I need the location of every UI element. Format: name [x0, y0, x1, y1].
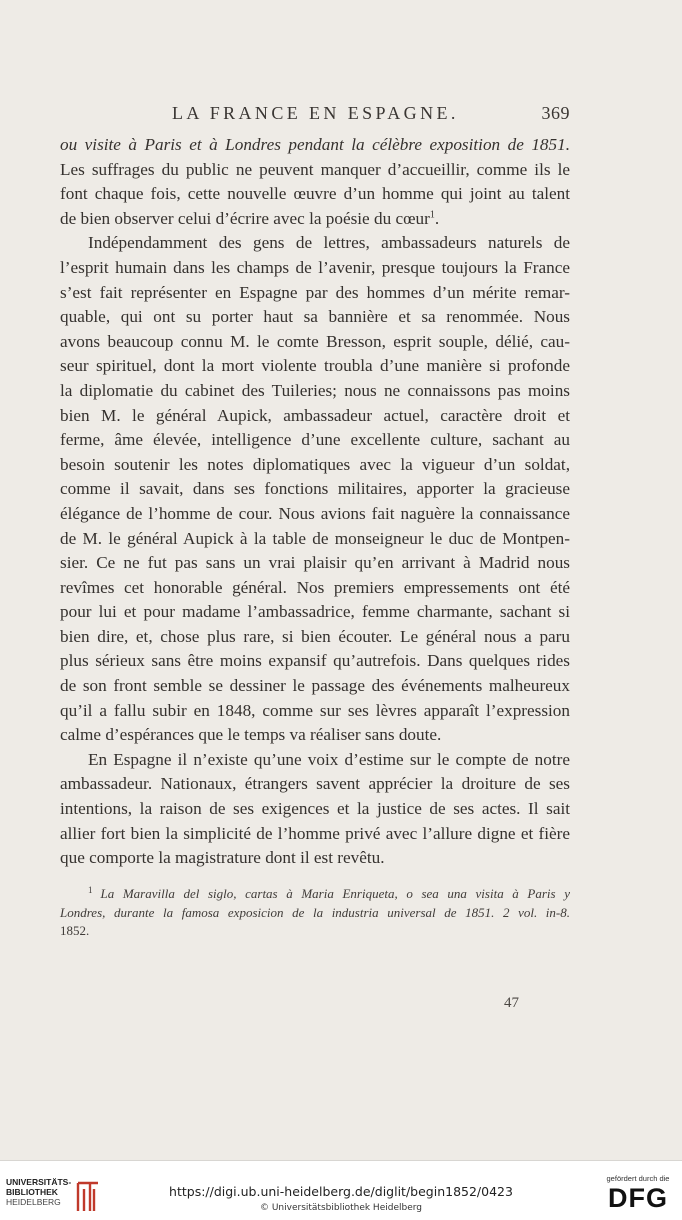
running-title: LA FRANCE EN ESPAGNE.: [172, 103, 459, 123]
footnote-line-content: La Maravilla del siglo, cartas à Maria Enriqueta, o sea una visita à Paris y: [100, 886, 570, 901]
text-line-content: de bien observer celui d’écrire avec la poésie du cœur: [60, 208, 430, 228]
text-line-content: la diplomatie du cabinet des Tuileries; nous ne connaissons pas moins: [60, 380, 570, 400]
library-name-line-2: BIBLIOTHEK: [6, 1187, 58, 1197]
text-line: [60, 379, 570, 404]
text-line: [60, 133, 570, 158]
text-line-content: seur spirituel, dont la mort violente troubla d’une manière si profonde: [60, 356, 570, 376]
text-line: [60, 404, 570, 429]
text-line-content: calme d’espérances que le temps va réaliser sans doute.: [60, 725, 442, 745]
text-line-content: bien M. le général Aupick, ambassadeur actuel, caractère droit et: [60, 405, 570, 425]
text-line: [60, 797, 570, 822]
text-line-content: pour lui et pour madame l’ambassadrice, femme charmante, sachant si: [60, 602, 570, 622]
text-line: [60, 477, 570, 502]
text-line: [60, 256, 570, 281]
text-line: [60, 772, 570, 797]
footnote-line-content: 1852.: [60, 923, 90, 938]
text-line-content: élégance de l’homme de cour. Nous avions fait naguère la connaissance: [60, 503, 570, 523]
text-line-content: de M. le général Aupick à la table de monseigneur le duc de Montpen-: [60, 528, 570, 548]
text-line-content: bien dire, et, chose plus rare, si bien écouter. Le général nous a paru: [60, 626, 570, 646]
text-line: [60, 305, 570, 330]
footnote-reference: 1: [429, 209, 435, 221]
text-line-tail: .: [434, 208, 440, 228]
text-line: [60, 231, 570, 256]
text-line: [60, 158, 570, 183]
funded-by-label: gefördert durch die: [606, 1174, 670, 1183]
text-line-content: de son front semble se dessiner le passage des événements malheureux: [60, 676, 570, 696]
text-line: [60, 330, 570, 355]
footnote-line-content: Londres, durante la famosa exposicion de la industria universal de 1851. 2 vol. in-8.: [60, 904, 570, 920]
text-line: [60, 182, 570, 207]
text-line: [60, 453, 570, 478]
viewer-footer: [0, 1160, 682, 1220]
text-line: [60, 527, 570, 552]
text-line: [60, 551, 570, 576]
library-name-line-1: UNIVERSITÄTS-: [6, 1177, 72, 1187]
text-line: [60, 576, 570, 601]
text-line-content: Indépendamment des gens de lettres, ambassadeurs naturels de: [88, 233, 570, 253]
footnote-line: [60, 885, 570, 904]
text-line-content: sier. Ce ne fut pas sans un vrai plaisir qu’en arrivant à Madrid nous: [60, 553, 570, 573]
text-line-content: allier fort bien la simplicité de l’homme privé avec l’allure digne et fière: [60, 823, 570, 843]
footnote: [60, 885, 570, 941]
text-line: [60, 649, 570, 674]
text-line: [60, 502, 570, 527]
text-line-content: quable, qui ont su porter haut sa bannière et sa renommée. Nous: [60, 307, 570, 327]
text-line-content: Les suffrages du public ne peuvent manquer d’accueillir, comme ils le: [60, 159, 570, 179]
text-line: [60, 699, 570, 724]
footnote-line: [60, 904, 570, 923]
dfg-wordmark: DFG: [608, 1183, 668, 1213]
page-header: [60, 103, 570, 129]
text-line: [60, 625, 570, 650]
text-line: [60, 354, 570, 379]
copyright-notice: © Universitätsbibliothek Heidelberg: [259, 1203, 422, 1213]
text-line-content: revîmes cet honorable général. Nos premiers empressements ont été: [60, 577, 570, 597]
text-line: [60, 600, 570, 625]
body-text: [60, 133, 570, 871]
text-line-content: comme il savait, dans ses fonctions militaires, apporter la gracieuse: [60, 479, 570, 499]
footnote-line: [60, 922, 570, 941]
text-line-content: que comporte la magistrature dont il est revêtu.: [60, 848, 385, 868]
text-line: [60, 723, 570, 748]
permalink-url[interactable]: https://digi.ub.uni-heidelberg.de/diglit/begin1852/0423: [169, 1184, 513, 1199]
text-line-content: avons beaucoup connu M. le comte Bresson, esprit souple, délié, cau-: [60, 331, 570, 351]
text-line-content: ambassadeur. Nationaux, étrangers savent apprécier la droiture de ses: [60, 774, 570, 794]
text-line: [60, 207, 570, 232]
dfg-logo[interactable]: [604, 1174, 672, 1218]
text-line-content: font chaque fois, cette nouvelle œuvre d’un homme qui joint au talent: [60, 184, 570, 204]
text-line-content: s’est fait représenter en Espagne par des hommes d’un mérite remar-: [60, 282, 570, 302]
text-line-content: l’esprit humain dans les champs de l’avenir, presque toujours la France: [60, 257, 570, 277]
text-line: [60, 748, 570, 773]
signature-mark: 47: [504, 995, 519, 1011]
text-line-content: besoin soutenir les notes diplomatiques avec la vigueur d’un soldat,: [60, 454, 570, 474]
text-line: [60, 428, 570, 453]
text-line: [60, 674, 570, 699]
text-line-content: intentions, la raison de ses exigences et la justice de ses actes. Il sait: [60, 799, 570, 819]
library-name-line-3: HEIDELBERG: [6, 1197, 61, 1207]
text-line-content: qu’il a fallu subir en 1848, comme sur ses lèvres apparaît l’expression: [60, 700, 570, 720]
text-line-content: ou visite à Paris et à Londres pendant la célèbre exposition de 1851.: [60, 135, 570, 154]
page-number: 369: [541, 103, 570, 123]
text-line: [60, 846, 570, 871]
text-line-content: ferme, âme élevée, intelligence d’une excellente culture, sachant au: [60, 430, 570, 450]
footnote-mark: 1: [88, 884, 93, 895]
text-line-content: En Espagne il n’existe qu’une voix d’estime sur le compte de notre: [88, 749, 570, 769]
text-line-content: plus sérieux sans être moins expansif qu’autrefois. Dans quelques rides: [60, 651, 570, 671]
text-line: [60, 281, 570, 306]
text-line: [60, 822, 570, 847]
